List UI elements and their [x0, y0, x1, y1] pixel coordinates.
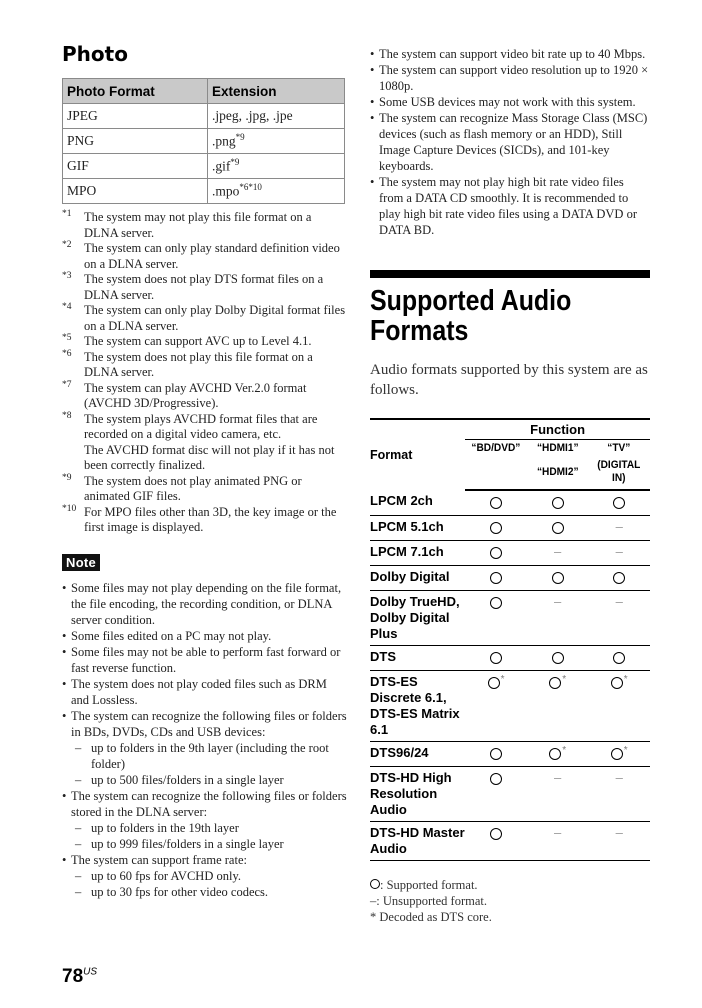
support-cell — [527, 822, 589, 861]
supported-circle-icon — [613, 497, 625, 509]
footnote — [62, 350, 347, 381]
supported-circle-icon — [549, 677, 561, 689]
note-sub-list — [71, 820, 347, 852]
supported-circle-icon — [490, 597, 502, 609]
footnote-mark: *8 — [62, 410, 72, 421]
section-title-line-1: Supported Audio — [370, 285, 572, 317]
unsupported-dash: – — [554, 825, 562, 840]
photo-extension-cell — [208, 154, 345, 179]
support-cell — [465, 490, 527, 516]
note-item — [62, 628, 347, 644]
support-cell — [527, 566, 589, 591]
supported-circle-icon — [552, 497, 564, 509]
audio-format-row — [370, 516, 650, 541]
page-number-value: 78 — [62, 966, 84, 987]
extension-text: .png — [212, 133, 236, 149]
supported-circle-icon — [611, 748, 623, 760]
audio-format-name: DTS-HD High Resolution Audio — [370, 767, 465, 822]
extension-footnote-mark: *9 — [235, 132, 245, 143]
dts-core-asterisk: * — [562, 674, 567, 685]
unsupported-dash: – — [554, 594, 562, 609]
footnote-mark: *6 — [62, 348, 72, 359]
supported-circle-icon — [552, 652, 564, 664]
footnote — [62, 272, 347, 303]
supported-circle-icon — [613, 652, 625, 664]
supported-circle-icon — [488, 677, 500, 689]
video-note-item: • The system may not play high bit rate video files from a DATA CD smoothly. It is recommended to play high bit rate video files using a DATA DVD or DATA BD. — [370, 174, 650, 238]
footnote-mark: *2 — [62, 240, 72, 250]
footnote-mark: *3 — [62, 271, 72, 281]
photo-format-cell: MPO — [63, 179, 208, 204]
function-header: Function — [465, 419, 650, 440]
footnote-text: For MPO files other than 3D, the key image or the first image is displayed. — [84, 504, 337, 534]
footnote-text: The system can only play Dolby Digital format files on a DLNA server. — [84, 303, 346, 333]
unsupported-dash: – — [615, 594, 623, 609]
support-cell — [465, 566, 527, 591]
audio-format-name: DTS-ES Discrete 6.1, DTS-ES Matrix 6.1 — [370, 671, 465, 742]
legend-symbol: * — [370, 910, 377, 924]
supported-circle-icon — [490, 652, 502, 664]
note-item — [62, 708, 347, 788]
video-note-item: • The system can support video resolution up to 1920 × 1080p. — [370, 62, 650, 94]
note-item-text: Some files may not play depending on the file format, the file encoding, the recording condition, or DLNA server condition. — [71, 580, 342, 627]
note-item — [62, 852, 347, 900]
column-digital-in: (DIGITAL IN) — [591, 457, 648, 490]
note-item — [62, 580, 347, 628]
footnote — [62, 303, 347, 334]
support-cell — [527, 490, 589, 516]
extension-footnote-mark: *6*10 — [239, 182, 262, 193]
audio-format-table — [370, 418, 650, 861]
footnote — [62, 412, 347, 443]
photo-table-header-format: Photo Format — [63, 79, 208, 104]
supported-circle-icon — [490, 748, 502, 760]
photo-extension-cell — [208, 104, 345, 129]
dts-core-asterisk: * — [623, 745, 628, 756]
audio-format-row — [370, 742, 650, 767]
support-cell — [527, 671, 589, 742]
footnote-text: The AVCHD format disc will not play if it has not been correctly finalized. — [84, 442, 335, 472]
supported-circle-icon — [549, 748, 561, 760]
photo-table-header-extension: Extension — [208, 79, 345, 104]
audio-format-name: DTS-HD Master Audio — [370, 822, 465, 861]
support-cell — [527, 646, 589, 671]
support-cell — [465, 541, 527, 566]
unsupported-dash: – — [554, 770, 562, 785]
footnote-mark: *10 — [62, 503, 77, 514]
audio-format-row — [370, 822, 650, 861]
audio-format-row — [370, 646, 650, 671]
column-bd-dvd: “BD/DVD” — [471, 442, 521, 454]
left-column — [62, 42, 347, 900]
footnote-mark: *7 — [62, 379, 72, 390]
dts-core-asterisk: * — [623, 674, 628, 685]
support-cell — [527, 541, 589, 566]
column-hdmi1: “HDMI1” — [536, 442, 579, 454]
supported-circle-icon — [490, 773, 502, 785]
note-sub-item: – up to 999 files/folders in a single layer — [71, 836, 347, 852]
support-cell — [465, 591, 527, 646]
unsupported-dash: – — [615, 770, 623, 785]
page-number — [62, 966, 97, 988]
legend-item — [370, 909, 650, 925]
note-item-text: The system can recognize the following files or folders in BDs, DVDs, CDs and USB devices: — [71, 708, 347, 739]
support-cell — [588, 516, 650, 541]
note-item — [62, 676, 347, 708]
note-sub-item: – up to folders in the 19th layer — [71, 820, 347, 836]
video-note-item: • The system can recognize Mass Storage Class (MSC) devices (such as flash memory or an HDD), Still Image Capture Devices (SICDs), and 101-key keyboards. — [370, 110, 650, 174]
support-cell — [527, 767, 589, 822]
footnote — [62, 241, 347, 272]
supported-circle-icon — [490, 497, 502, 509]
photo-table-row — [63, 179, 345, 204]
legend-symbol: – — [370, 894, 377, 908]
support-cell — [588, 767, 650, 822]
note-item-text: The system can support frame rate: — [71, 852, 247, 867]
unsupported-dash: – — [615, 544, 623, 559]
support-cell — [465, 742, 527, 767]
legend-text: : Supported format. — [380, 878, 478, 892]
legend-text: : Unsupported format. — [376, 894, 487, 908]
video-note-item: • Some USB devices may not work with this system. — [370, 94, 650, 110]
video-note-item: • The system can support video bit rate up to 40 Mbps. — [370, 46, 650, 62]
support-cell — [465, 822, 527, 861]
column-tv: “TV” — [607, 442, 631, 454]
audio-format-name: LPCM 5.1ch — [370, 516, 465, 541]
footnote-text: The system does not play animated PNG or animated GIF files. — [84, 473, 302, 503]
support-cell — [527, 591, 589, 646]
audio-format-row — [370, 671, 650, 742]
support-cell — [588, 742, 650, 767]
support-cell — [527, 742, 589, 767]
audio-format-name: Dolby Digital — [370, 566, 465, 591]
footnote-text: The system may not play this file format on a DLNA server. — [84, 210, 312, 240]
support-cell — [588, 541, 650, 566]
video-notes-list — [370, 46, 650, 238]
unsupported-dash: – — [615, 825, 623, 840]
footnote-text: The system can only play standard definition video on a DLNA server. — [84, 241, 340, 271]
audio-format-name: LPCM 7.1ch — [370, 541, 465, 566]
note-list — [62, 580, 347, 900]
supported-circle-icon — [490, 828, 502, 840]
extension-footnote-mark: *9 — [230, 157, 240, 168]
photo-format-cell: PNG — [63, 129, 208, 154]
photo-table-row — [63, 129, 345, 154]
supported-circle-icon — [490, 522, 502, 534]
extension-text: .gif — [212, 158, 231, 174]
supported-circle-icon — [490, 547, 502, 559]
note-sub-item: – up to folders in the 9th layer (including the root folder) — [71, 740, 347, 772]
footnote-text: The system plays AVCHD format files that are recorded on a digital video camera, etc. — [84, 411, 318, 441]
extension-text: .jpeg, .jpg, .jpe — [212, 108, 293, 123]
photo-heading: Photo — [62, 42, 128, 66]
audio-format-row — [370, 541, 650, 566]
column-bd-dvd-sub — [468, 457, 525, 490]
supported-circle-icon — [370, 879, 380, 889]
audio-format-name: Dolby TrueHD, Dolby Digital Plus — [370, 591, 465, 646]
audio-legend — [370, 877, 650, 925]
audio-format-row — [370, 566, 650, 591]
footnote — [62, 210, 347, 241]
note-item-text: Some files edited on a PC may not play. — [71, 628, 272, 643]
note-item — [62, 788, 347, 852]
support-cell — [588, 646, 650, 671]
footnote-mark: *9 — [62, 472, 72, 483]
note-sub-list — [71, 868, 347, 900]
footnote-text: The system does not play this file format on a DLNA server. — [84, 349, 313, 379]
legend-item — [370, 877, 650, 893]
page-region-suffix: US — [83, 966, 98, 978]
photo-table-row — [63, 104, 345, 129]
support-cell — [465, 767, 527, 822]
column-hdmi2: “HDMI2” — [529, 457, 586, 490]
supported-circle-icon — [552, 572, 564, 584]
audio-intro: Audio formats supported by this system are as follows. — [370, 362, 648, 398]
photo-extension-cell — [208, 179, 345, 204]
support-cell — [588, 591, 650, 646]
supported-circle-icon — [552, 522, 564, 534]
support-cell — [588, 671, 650, 742]
footnote-mark: *5 — [62, 333, 72, 343]
note-sub-list — [71, 740, 347, 788]
note-item-text: The system can recognize the following files or folders stored in the DLNA server: — [71, 788, 347, 819]
photo-table-row — [63, 154, 345, 179]
legend-item — [370, 893, 650, 909]
supported-circle-icon — [490, 572, 502, 584]
support-cell — [465, 671, 527, 742]
support-cell — [465, 646, 527, 671]
note-item-text: Some files may not be able to perform fast forward or fast reverse function. — [71, 644, 341, 675]
audio-format-name: LPCM 2ch — [370, 490, 465, 516]
dts-core-asterisk: * — [500, 674, 505, 685]
dts-core-asterisk: * — [562, 745, 567, 756]
audio-format-row — [370, 591, 650, 646]
footnote — [62, 505, 347, 536]
note-sub-item: – up to 60 fps for AVCHD only. — [71, 868, 347, 884]
footnote-mark: *1 — [62, 209, 72, 219]
photo-format-cell: GIF — [63, 154, 208, 179]
supported-circle-icon — [613, 572, 625, 584]
audio-format-row — [370, 767, 650, 822]
support-cell — [588, 490, 650, 516]
note-badge: Note — [62, 554, 100, 571]
footnote-text: The system can support AVC up to Level 4.1. — [84, 334, 312, 348]
footnote — [62, 474, 347, 505]
photo-extension-cell — [208, 129, 345, 154]
photo-footnotes — [62, 210, 347, 536]
support-cell — [588, 566, 650, 591]
section-rule — [370, 270, 650, 278]
legend-text: Decoded as DTS core. — [379, 910, 492, 924]
footnote — [62, 443, 347, 474]
footnote-text: The system does not play DTS format files on a DLNA server. — [84, 272, 324, 302]
extension-text: .mpo — [212, 183, 240, 199]
section-title — [370, 286, 611, 346]
audio-format-name: DTS96/24 — [370, 742, 465, 767]
note-item — [62, 644, 347, 676]
footnote — [62, 334, 347, 350]
support-cell — [527, 516, 589, 541]
footnote — [62, 381, 347, 412]
section-title-line-2: Formats — [370, 315, 469, 347]
photo-format-table — [62, 78, 345, 204]
audio-format-name: DTS — [370, 646, 465, 671]
unsupported-dash: – — [615, 519, 623, 534]
footnote-mark: *4 — [62, 302, 72, 312]
note-sub-item: – up to 500 files/folders in a single layer — [71, 772, 347, 788]
photo-format-cell: JPEG — [63, 104, 208, 129]
support-cell — [588, 822, 650, 861]
footnote-text: The system can play AVCHD Ver.2.0 format (AVCHD 3D/Progressive). — [84, 380, 307, 410]
format-column-header: Format — [370, 419, 465, 490]
supported-circle-icon — [611, 677, 623, 689]
unsupported-dash: – — [554, 544, 562, 559]
right-column — [370, 46, 650, 925]
support-cell — [465, 516, 527, 541]
audio-format-row — [370, 490, 650, 516]
note-item-text: The system does not play coded files such as DRM and Lossless. — [71, 676, 327, 707]
note-sub-item: – up to 30 fps for other video codecs. — [71, 884, 347, 900]
